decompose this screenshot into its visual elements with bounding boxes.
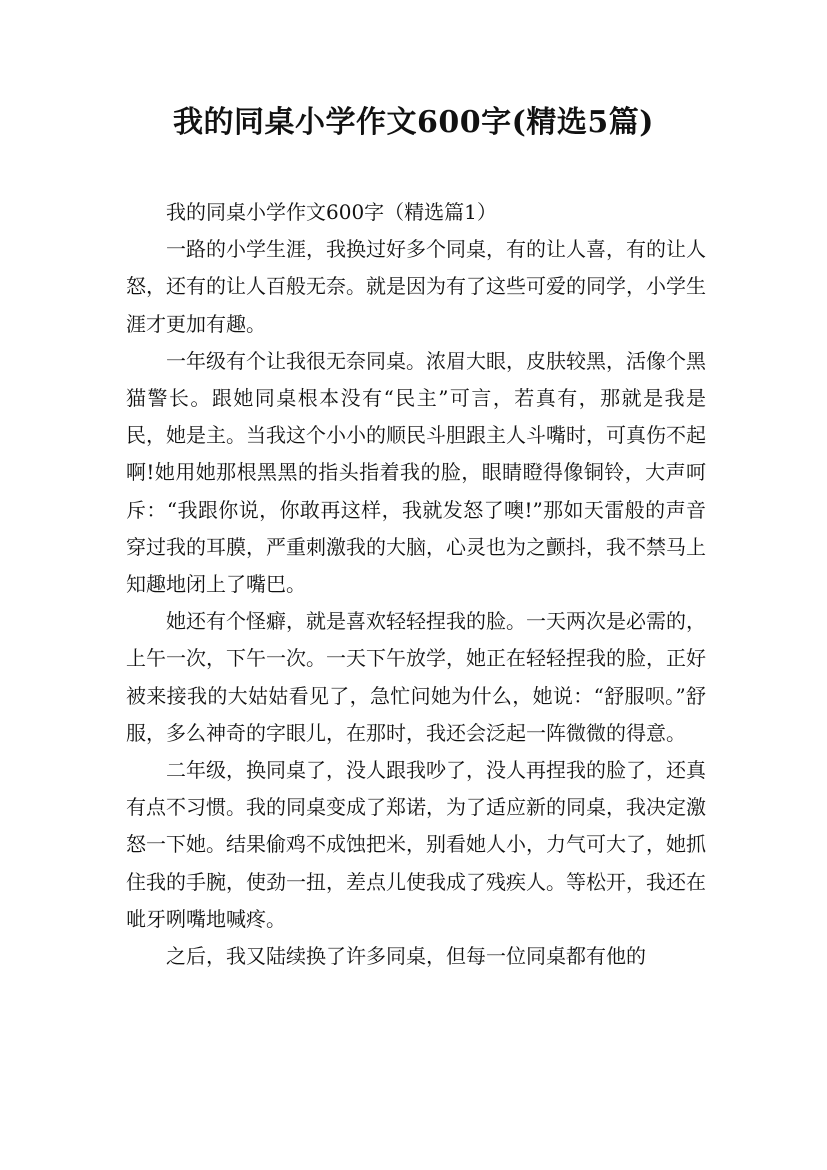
document-body: [126, 194, 706, 975]
document-title: 我的同桌小学作文600字(精选5篇): [173, 105, 654, 140]
paragraph: 一年级有个让我很无奈同桌。浓眉大眼，皮肤较黑，活像个黑猫警长。跟她同桌根本没有“民主”可言，若真有，那就是我是民，她是主。当我这个小小的顺民斗胆跟主人斗嘴时，可真伤不起啊!她用她那根黑黑的指头指着我的脸，眼睛瞪得像铜铃，大声呵斥：“我跟你说，你敢再这样，我就发怒了噢!”那如天雷般的声音穿过我的耳膜，严重刺激我的大脑，心灵也为之颤抖，我不禁马上知趣地闭上了嘴巴。: [126, 348, 706, 597]
paragraph: 之后，我又陆续换了许多同桌，但每一位同桌都有他的: [166, 944, 646, 969]
paragraph: 二年级，换同桌了，没人跟我吵了，没人再捏我的脸了，还真有点不习惯。我的同桌变成了郑诺，为了适应新的同桌，我决定激怒一下她。结果偷鸡不成蚀把米，别看她人小，力气可大了，她抓住我的手腕，使劲一扭，差点儿使我成了残疾人。等松开，我还在呲牙咧嘴地喊疼。: [126, 758, 706, 931]
section-subtitle: 我的同桌小学作文600字（精选篇1）: [166, 200, 497, 224]
paragraph: 一路的小学生涯，我换过好多个同桌，有的让人喜，有的让人怒，还有的让人百般无奈。就是因为有了这些可爱的同学，小学生涯才更加有趣。: [126, 237, 706, 336]
paragraph: 她还有个怪癖，就是喜欢轻轻捏我的脸。一天两次是必需的，上午一次，下午一次。一天下午放学，她正在轻轻捏我的脸，正好被来接我的大姑姑看见了，急忙问她为什么，她说：“舒服呗。”舒服，多么神奇的字眼儿，在那时，我还会泛起一阵微微的得意。: [126, 609, 706, 745]
